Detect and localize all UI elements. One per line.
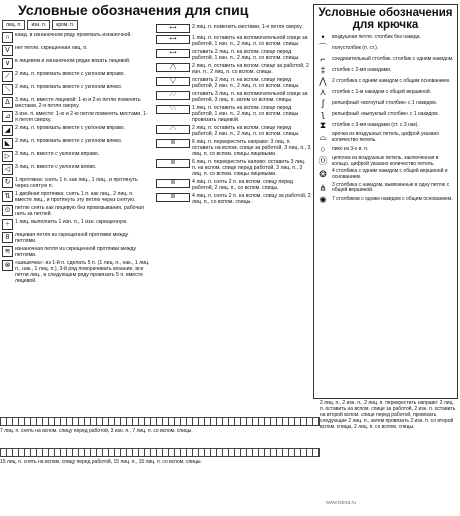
- legend-text: 1 лиц. п. оставить на вспом. спице перед работой, 1 изн. п., 2 лиц. п. со вспом. спицы провязать лицевой.: [192, 105, 299, 123]
- crochet-legend-text: цепочка из воздушных петель, заключенная в кольцо, цифрой указано количество петель.: [332, 155, 439, 167]
- legend-text: оставить 3 лиц. п. на вспомогательной спице за работой, 3 лиц. п. затем со вспом. спицы.: [192, 91, 308, 103]
- legend-row: [156, 91, 311, 103]
- legend-text: 6 лиц. п. перекрестить направо: 3 лиц. п. оставить на вспом. спице за работой, 3 лиц. п., 3 лиц. п. со вспом. спицы лицевыми.: [192, 139, 311, 157]
- crochet-legend-row: [317, 99, 454, 108]
- crochet-legend-row: [317, 132, 454, 143]
- crochet-title: Условные обозначения для крючка: [318, 7, 453, 31]
- legend-row: [2, 111, 150, 123]
- legend-row: [2, 71, 150, 82]
- crochet-symbol-list: [314, 33, 457, 205]
- knitting-symbol-icon: ◣: [2, 138, 13, 149]
- knitting-symbol-icon: Δ: [2, 97, 13, 108]
- knitting-symbol-icon: ⇅: [2, 191, 13, 202]
- knitting-symbol-icon: ⊗: [2, 260, 13, 271]
- crochet-legend-row: [317, 110, 454, 119]
- cable-chart-strip: [0, 448, 320, 457]
- knitting-symbol-icon: 8: [2, 232, 13, 243]
- cable-chart-caption: 15 лиц. п. снять на вспом. спицу перед работой, 15 лиц. п., 15 лиц. п. со вспом. спицы.: [0, 459, 202, 465]
- knitting-symbol-icon: ÷: [2, 219, 13, 230]
- legend-text: 4 лиц. п. снять 2 п. на вспом. спицу за работой, 2 лиц. п., со вспом. спицы.: [192, 193, 311, 205]
- crochet-symbol-icon: •: [321, 32, 325, 42]
- legend-row: [2, 58, 150, 69]
- knitting-symbol-icon: ◁: [2, 164, 13, 175]
- knitting-symbol-icon: ‖‖: [156, 139, 190, 148]
- legend-row: [2, 45, 150, 56]
- legend-text: 2 лиц. п. провязать вместе с уклоном влево.: [15, 138, 123, 144]
- legend-row: [2, 205, 150, 217]
- legend-text: 2 лиц. п. поменять местами, 1-я петля сверху.: [192, 24, 303, 30]
- cable-chart-caption: 7 лиц. п. снять на вспом. спицу перед работой, 3 изн. п., 7 лиц. п. со вспом. спицы.: [0, 428, 193, 434]
- crochet-symbol-icon: ❂: [319, 169, 327, 180]
- legend-text: оставить 2 лиц. п. на вспом. спице перед работой, 1 изн. п., 2 лиц. п. со вспом. спицы.: [192, 49, 300, 61]
- legend-row: [2, 191, 150, 203]
- legend-row: [156, 49, 311, 61]
- knitting-symbol-icon: ⟷: [156, 24, 190, 33]
- crochet-legend-row: [317, 145, 454, 154]
- crochet-legend-text: 3 столбика с накидом, вывязанные в одну петлю с общей вершиной.: [332, 181, 450, 194]
- legend-text: 2 лиц. п. провязать вместе с уклоном вправо.: [15, 71, 125, 77]
- legend-text: 2 лиц. п. оставить на вспом. спице перед работой, 2 изн. п., 2 лиц. п. со вспом. спицы.: [192, 125, 300, 137]
- crochet-symbol-icon: ⌒: [318, 43, 328, 53]
- legend-text: 3 лиц. п. вместе лицевой: 1-ю и 2-ю петли поменять местами, 2-я петля сверху.: [15, 97, 141, 109]
- crochet-legend-text: воздушная петля. столбик без накида.: [332, 33, 421, 40]
- crochet-legend-text: столбик с 3-мя накидами (ст. с 3 нак).: [332, 121, 419, 128]
- crochet-symbol-icon: ⋀: [319, 76, 327, 86]
- knitting-symbols-left: [2, 32, 150, 286]
- legend-row: [2, 97, 150, 109]
- knitting-symbol-icon: ∩: [2, 32, 13, 43]
- legend-row: [156, 105, 311, 123]
- knitting-symbol-icon: ⟍⟍: [156, 105, 190, 114]
- knitting-symbol-icon: ‖‖: [156, 159, 190, 168]
- crochet-legend-row: [317, 55, 454, 64]
- crochet-symbol-icon: ⓪: [318, 156, 328, 167]
- crochet-symbol-icon: ○: [320, 144, 326, 155]
- knitting-symbol-icon: ⟍: [2, 84, 13, 95]
- crochet-legend-text: арочка из воздушных петель, цифрой указано количество петель.: [332, 131, 440, 143]
- crochet-symbol-icon: ⋔: [319, 182, 327, 193]
- legend-text: 3 лиц. п. вместе с уклоном вправо.: [15, 151, 100, 157]
- crochet-legend-text: пико из 3-х в. п.: [332, 145, 369, 152]
- legend-row: [2, 232, 150, 244]
- header-cell: кром. п.: [52, 20, 78, 30]
- legend-text: 1 лиц. выполнить 1 изн. п., 1 изн. скрещенную.: [15, 219, 128, 225]
- crochet-legend-text: столбик с 2-мя накидами.: [332, 66, 392, 73]
- crochet-symbol-icon: ⌐: [320, 54, 326, 64]
- legend-row: [2, 84, 150, 95]
- knitting-symbols-middle: [156, 24, 311, 207]
- legend-text: оставить 2 лиц. п. на вспом. спице перед работой, 2 изн. п., 2 лиц. п. со вспом. спицы.: [192, 77, 300, 89]
- knitting-symbol-icon: ⟋⟋: [156, 91, 190, 100]
- crochet-legend-row: [317, 169, 454, 180]
- knitting-symbol-icon: ‖‖: [156, 193, 190, 202]
- crochet-legend-row: [317, 156, 454, 167]
- legend-text: 6 лиц. п. перекрестить налево: оставить 3 лиц. п. на вспом. спице перед работой, 3 лиц. п., 3 лиц. п. со вспом. спицы лицевыми.: [192, 159, 306, 177]
- legend-text: лицевая петля из скрещенной протяжки между петлями.: [15, 232, 129, 244]
- legend-text: 2 лиц. п. провязать вместе с уклоном влево.: [15, 84, 123, 90]
- crochet-legend-text: 7 столбиков с одним накидом с общим основанием.: [332, 196, 453, 203]
- knitting-header-cells: [2, 20, 78, 30]
- crochet-symbol-icon: ʅ: [322, 109, 324, 119]
- legend-text: 2 лиц. п. оставить на вспом. спице за работой, 2 изн. п., 2 лиц. п. со вспом. спицы.: [192, 63, 309, 75]
- knitting-title: Условные обозначения для спиц: [18, 2, 249, 18]
- knitting-symbol-icon: ◢: [2, 125, 13, 136]
- legend-row: [156, 35, 311, 47]
- legend-row: [2, 138, 150, 149]
- cable-charts-bottom: [0, 415, 320, 515]
- legend-row: [156, 179, 311, 191]
- header-cell: изн. п.: [27, 20, 50, 30]
- legend-row: [156, 193, 311, 205]
- legend-row: [156, 159, 311, 177]
- crochet-legend-row: [317, 44, 454, 53]
- legend-text: 3 лиц. п. вместе с уклоном влево.: [15, 164, 97, 170]
- legend-row: [156, 63, 311, 75]
- crochet-legend-text: 2 столбика с одним накидом с общим основанием.: [332, 77, 451, 84]
- knitting-symbol-icon: ▷: [2, 151, 13, 162]
- knitting-symbol-icon: ╲╱: [156, 77, 190, 86]
- crochet-legend-text: столбик с 1-м накидом с общей вершиной.: [332, 88, 432, 95]
- crochet-legend-row: [317, 121, 454, 130]
- legend-text: 3 изн. п. вместе: 1-ю и 2-ю петли поменять местами, 1-я петля сверху.: [15, 111, 148, 123]
- crochet-legend-text: 4 столбика с одним накидом с общей вершиной и основанием.: [332, 168, 448, 180]
- legend-row: [2, 219, 150, 230]
- legend-row: [2, 125, 150, 136]
- knitting-symbol-icon: ↻: [2, 177, 13, 188]
- legend-text: нет петли. скрещенная лиц. п.: [15, 45, 88, 51]
- legend-row: [156, 77, 311, 89]
- legend-text: 1 лиц. п. оставить на вспомогательной спице за работой, 1 изн. п., 2 лиц. п. со вспом. спицы.: [192, 35, 308, 47]
- knitting-symbol-icon: ⊙: [2, 205, 13, 216]
- crochet-symbol-icon: ʃ: [322, 98, 324, 108]
- legend-row: [2, 151, 150, 162]
- crochet-legend-row: [317, 88, 454, 97]
- legend-row: [2, 164, 150, 175]
- crochet-legend-text: соединительный столбик. столбик с одним накидом.: [332, 55, 454, 62]
- legend-text: 4 лиц. п. снять 2 п. на вспом. спицу перед работой, 2 лиц. п., со вспом. спицы.: [192, 179, 293, 191]
- legend-row: [2, 260, 150, 284]
- legend-row: [156, 139, 311, 157]
- legend-row: [2, 246, 150, 258]
- cable-description-right: 2 лиц. п., 2 изн. п., 2 лиц. п. перекрестить направо: 2 лиц. п. оставить на вспом. спице за работой, 2 изн. п. оставить на второй вспом. спице перед работой, провязать следующие 2 лиц. п., затем провязать 2 изн. п. со второй вспом. спицы, 2 лиц. п. со вспом. спицы.: [320, 400, 456, 430]
- legend-text: в лицевом и изнаночном рядах вязать лицевой.: [15, 58, 131, 64]
- crochet-symbol-icon: ‡: [320, 65, 326, 75]
- legend-text: изнаночная петля из скрещенной протяжки между петлями.: [15, 246, 137, 258]
- legend-text: кажд. в изнаночном ряду провязать изнаночной.: [15, 32, 132, 38]
- knitting-symbol-icon: V: [2, 45, 13, 56]
- crochet-symbol-icon: ⌓: [319, 132, 327, 143]
- crochet-legend-text: рельефный «выпуклый столбик» с 1 накидом.: [332, 110, 439, 117]
- header-cell: лиц. п.: [2, 20, 25, 30]
- legend-text: 2 лиц. п. провязать вместе с уклоном вправо.: [15, 125, 125, 131]
- crochet-legend-row: [317, 77, 454, 86]
- knitting-symbol-icon: ⊿: [2, 111, 13, 122]
- legend-text: петлю снять как лицевую без провязывания, рабочая нить за петлей.: [15, 205, 144, 217]
- crochet-symbol-icon: ✺: [319, 194, 327, 205]
- knitting-symbol-icon: ≋: [2, 246, 13, 257]
- crochet-legend-row: [317, 33, 454, 42]
- knitting-symbol-icon: ⟷: [156, 35, 190, 44]
- site-watermark: www.tsiora.ru: [326, 500, 357, 506]
- knitting-symbol-icon: ⟋⟍: [156, 125, 190, 134]
- knitting-symbol-icon: ⟷: [156, 49, 190, 58]
- crochet-legend-row: [317, 183, 454, 194]
- knitting-symbol-icon: ⟋: [2, 71, 13, 82]
- legend-text: «шишечка»: из 1-й п. сделать 5 п. (1 лиц. п., нак., 1 лиц. п., нак., 1 лиц. п.), 3-й ряд поворачивать вязание, все петли лиц., в следующем ряду провязать 5 п. вместе лицевой.: [15, 260, 150, 284]
- crochet-legend-text: полустолбик (п. ст.).: [332, 44, 379, 51]
- knitting-symbol-icon: ╱╲: [156, 63, 190, 72]
- crochet-symbol-icon: ⋏: [319, 87, 327, 97]
- crochet-legend-row: [317, 66, 454, 75]
- legend-row: [156, 24, 311, 33]
- legend-text: 1 протяжка: снять 1 п. как лиц., 1 лиц., и протянуть через снятую п.: [15, 177, 138, 189]
- legend-row: [156, 125, 311, 137]
- knitting-symbol-icon: ∨: [2, 58, 13, 69]
- legend-row: [2, 177, 150, 189]
- crochet-legend-text: рельефный «вогнутый столбик» с 1 накидом.: [332, 99, 438, 106]
- legend-row: [2, 32, 150, 43]
- crochet-legend-panel: [313, 4, 458, 399]
- knitting-symbol-icon: ‖‖: [156, 179, 190, 188]
- crochet-legend-row: [317, 196, 454, 205]
- cable-chart-strip: [0, 417, 320, 426]
- crochet-symbol-icon: ⧗: [319, 120, 327, 130]
- legend-text: 1 двойная протяжка: снять 1 п. как лиц., 2 лиц. п. вместе лиц., и протянуть эту петлю через снятую.: [15, 191, 136, 203]
